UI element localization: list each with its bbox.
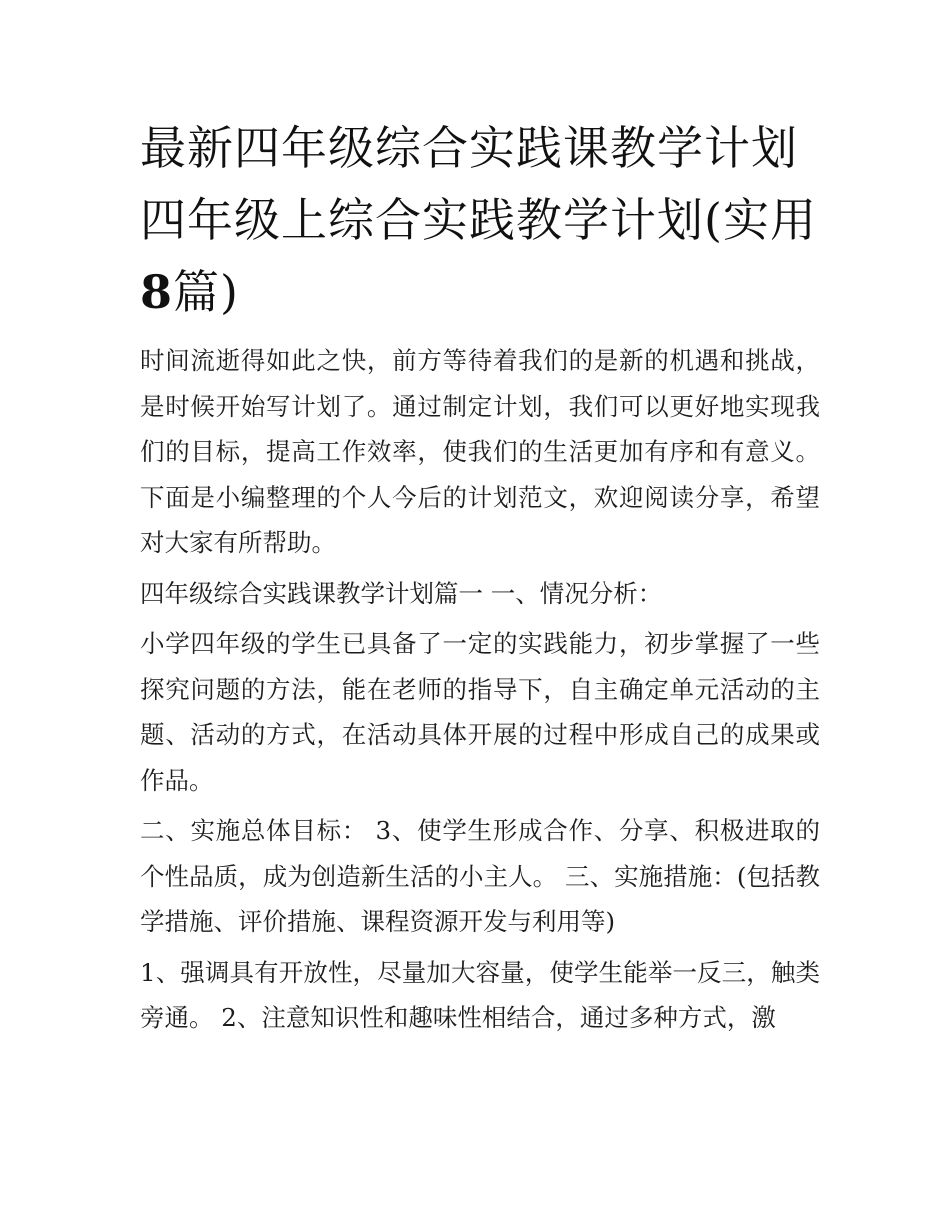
intro-paragraph: 时间流逝得如此之快，前方等待着我们的是新的机遇和挑战，是时候开始写计划了。通过制定计划，我们可以更好地实现我们的目标，提高工作效率，使我们的生活更加有序和有意义。下面是小编整理的个人今后的计划范文，欢迎阅读分享，希望对大家有所帮助。 [140,346,820,557]
document-body [140,112,820,1041]
goals-paragraph: 二、实施总体目标： 3、使学生形成合作、分享、积极进取的个性品质，成为创造新生活的小主人。 三、实施措施：(包括教学措施、评价措施、课程资源开发与利用等) [140,816,820,936]
title-suffix: 篇) [173,265,239,319]
document-title [140,112,820,328]
title-text: 最新四年级综合实践课教学计划 四年级上综合实践教学计划(实用 [140,121,817,247]
section-heading: 四年级综合实践课教学计划篇一 一、情况分析： [140,578,663,608]
title-count: 8 [140,265,174,319]
measures-paragraph: 1、强调具有开放性，尽量加大容量，使学生能举一反三，触类旁通。 2、注意知识性和趣味性相结合，通过多种方式，激 [140,957,820,1032]
analysis-paragraph: 小学四年级的学生已具备了一定的实践能力，初步掌握了一些探究问题的方法，能在老师的指导下，自主确定单元活动的主题、活动的方式，在活动具体开展的过程中形成自己的成果或作品。 [140,629,820,795]
